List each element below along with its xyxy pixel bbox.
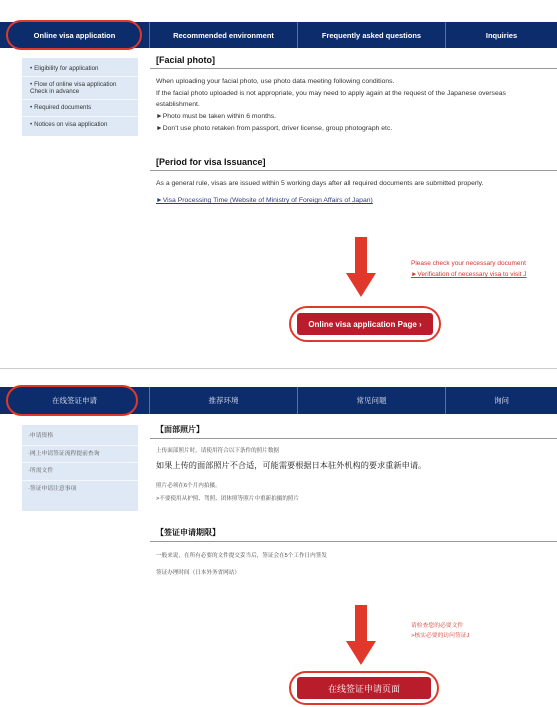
check-documents-note xyxy=(411,258,557,280)
facial-photo-text-1: 上传面部照片时，请使用符合以下条件的照片数据 xyxy=(156,448,280,454)
visa-period-text: 一般来说，在所有必要的文件提交妥当后，签证会在5个工作日内签发 xyxy=(156,552,327,559)
visa-processing-time-link[interactable]: ►Visa Processing Time (Website of Ministry of Foreign Affairs of Japan) xyxy=(156,197,373,205)
sidebar-item-eligibility[interactable]: ·申请资格 xyxy=(22,428,138,446)
nav-online-visa-application[interactable]: 在线签证申请 xyxy=(0,387,150,414)
top-nav xyxy=(0,22,557,48)
nav-online-visa-application[interactable]: Online visa application xyxy=(0,22,150,48)
check-documents-note xyxy=(411,622,557,642)
sidebar xyxy=(22,58,138,136)
facial-photo-text-2: 如果上传的面部照片不合适，可能需要根据日本驻外机构的要求重新申请。 xyxy=(156,460,427,470)
main-content xyxy=(150,421,557,578)
facial-photo-rule-1: 照片必须在6个月内拍摄。 xyxy=(156,483,221,490)
facial-photo-text-1: When uploading your facial photo, use photo data meeting following conditions. xyxy=(156,78,395,85)
verification-visa-link[interactable]: ►Verification of necessary visa to visit J xyxy=(411,271,527,279)
verification-visa-link[interactable]: >核实必要的访问签证J xyxy=(411,632,470,639)
nav-faq[interactable]: Frequently asked questions xyxy=(298,22,446,48)
check-documents-text: 请检查您的必要文件 xyxy=(411,623,464,629)
sidebar-item-flow[interactable]: ·网上申请签证流程提前查询 xyxy=(22,446,138,464)
facial-photo-heading: 【面部照片】 xyxy=(150,421,557,439)
bullet-icon: • xyxy=(30,65,33,72)
facial-photo-rule-2: ►Don't use photo retaken from passport, driver license, group photograph etc. xyxy=(156,124,393,132)
sidebar-item-label: Notices on visa application xyxy=(34,120,108,128)
down-arrow-icon xyxy=(346,237,376,299)
sidebar-item-flow[interactable] xyxy=(22,77,138,100)
facial-photo-rule-1: ►Photo must be taken within 6 months. xyxy=(156,112,277,120)
chinese-panel xyxy=(0,385,557,707)
nav-recommended-environment[interactable]: Recommended environment xyxy=(150,22,298,48)
check-documents-text: Please check your necessary document xyxy=(411,260,526,267)
online-visa-application-page-button[interactable]: Online visa application Page › xyxy=(297,313,433,335)
sidebar-item-required-documents[interactable]: ·所需文件 xyxy=(22,463,138,481)
visa-period-heading: 【签证申请期限】 xyxy=(150,524,557,542)
panel-divider xyxy=(0,368,557,369)
sidebar-item-label: Required documents xyxy=(34,104,92,112)
down-arrow-icon xyxy=(346,605,376,667)
sidebar-item-label: Flow of online visa application Check in advance xyxy=(30,81,117,96)
sidebar-item-notices[interactable] xyxy=(22,117,138,132)
bullet-icon: • xyxy=(30,120,33,128)
online-visa-application-page-button[interactable]: 在线签证申请页面 xyxy=(297,677,431,699)
facial-photo-text-2: If the facial photo uploaded is not appropriate, you may need to apply again at the request of the Japanese overseas establishment. xyxy=(156,89,506,108)
main-content xyxy=(150,52,557,207)
sidebar-item-required-documents[interactable] xyxy=(22,100,138,116)
bullet-icon: • xyxy=(30,104,33,112)
top-nav xyxy=(0,387,557,414)
nav-inquiries[interactable]: Inquiries xyxy=(485,30,518,40)
sidebar-item-notices[interactable]: ·签证申请注意事项 xyxy=(28,485,77,492)
english-panel xyxy=(0,0,557,350)
nav-recommended-environment[interactable]: 推荐环境 xyxy=(150,387,298,414)
nav-inquiries[interactable]: 询问 xyxy=(494,396,509,405)
sidebar-item-label: Eligibility for application xyxy=(34,65,99,72)
visa-period-text: As a general rule, visas are issued within 5 working days after all required documents are submitted properly. xyxy=(156,180,484,188)
facial-photo-heading: [Facial photo] xyxy=(150,52,557,69)
facial-photo-rule-2: >不要使用从护照、驾照、团体照等照片中重新拍摄的照片 xyxy=(156,496,300,502)
visa-processing-time-link[interactable]: 签证办理时间（日本外务省网站） xyxy=(156,569,240,576)
nav-faq[interactable]: 常见问题 xyxy=(298,387,446,414)
sidebar xyxy=(22,425,138,511)
sidebar-item-eligibility[interactable] xyxy=(22,61,138,77)
visa-period-heading: [Period for visa Issuance] xyxy=(150,154,557,171)
bullet-icon: • xyxy=(30,81,33,89)
